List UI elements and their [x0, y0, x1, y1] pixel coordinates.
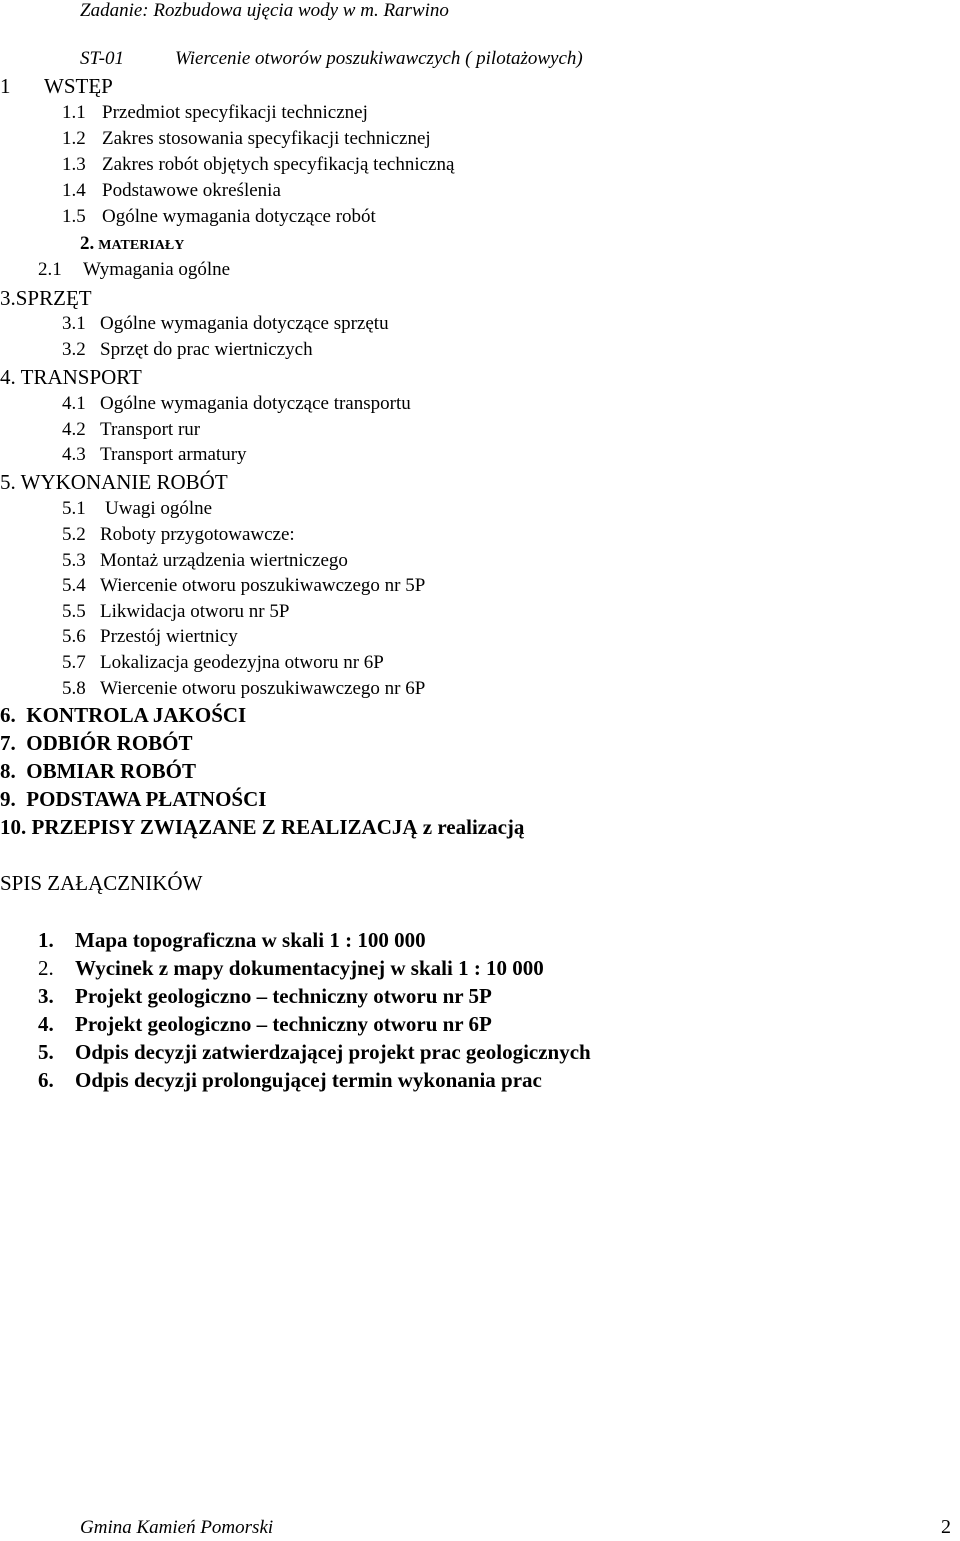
- toc-item-4-2: 4.2 Transport rur: [62, 419, 201, 440]
- section-2-heading: 2. MATERIAŁY: [80, 233, 185, 254]
- section-6-heading: 6. KONTROLA JAKOŚCI: [0, 703, 247, 727]
- section-4-heading: 4. TRANSPORT: [0, 365, 142, 389]
- section-1-number: 1: [0, 74, 11, 98]
- spec-title: Wiercenie otworów poszukiwawczych ( pilotażowych): [175, 48, 583, 69]
- section-1-title: WSTĘP: [44, 74, 113, 98]
- attachment-item-4: 4. Projekt geologiczno – techniczny otworu nr 6P: [38, 1012, 492, 1036]
- attachment-item-3: 3. Projekt geologiczno – techniczny otworu nr 5P: [38, 984, 492, 1008]
- toc-item-5-5: 5.5 Likwidacja otworu nr 5P: [62, 601, 290, 622]
- toc-item-1-4: 1.4 Podstawowe określenia: [62, 180, 281, 201]
- section-9-heading: 9. PODSTAWA PŁATNOŚCI: [0, 787, 267, 811]
- toc-item-1-3: 1.3 Zakres robót objętych specyfikacją techniczną: [62, 154, 455, 175]
- toc-item-5-6: 5.6 Przestój wiertnicy: [62, 626, 238, 647]
- section-5-heading: 5. WYKONANIE ROBÓT: [0, 470, 228, 494]
- toc-item-1-1: 1.1 Przedmiot specyfikacji technicznej: [62, 102, 368, 123]
- toc-item-4-1: 4.1 Ogólne wymagania dotyczące transportu: [62, 393, 411, 414]
- page-number: 2: [941, 1516, 951, 1538]
- section-3-heading: 3.SPRZĘT: [0, 286, 92, 310]
- attachment-item-5: 5. Odpis decyzji zatwierdzającej projekt prac geologicznych: [38, 1040, 591, 1064]
- toc-item-2-1: 2.1 Wymagania ogólne: [38, 259, 231, 280]
- task-title: Zadanie: Rozbudowa ujęcia wody w m. Rarwino: [80, 0, 449, 21]
- toc-item-5-1: 5.1 Uwagi ogólne: [62, 498, 213, 519]
- footer-municipality: Gmina Kamień Pomorski: [80, 1517, 274, 1538]
- spec-code: ST-01: [80, 48, 124, 69]
- toc-item-3-1: 3.1 Ogólne wymagania dotyczące sprzętu: [62, 313, 389, 334]
- toc-item-5-4: 5.4 Wiercenie otworu poszukiwawczego nr 5P: [62, 575, 426, 596]
- attachment-item-1: 1. Mapa topograficzna w skali 1 : 100 000: [38, 928, 426, 952]
- toc-item-1-5: 1.5 Ogólne wymagania dotyczące robót: [62, 206, 376, 227]
- attachment-item-2: 2. Wycinek z mapy dokumentacyjnej w skali 1 : 10 000: [38, 956, 544, 980]
- toc-item-3-2: 3.2 Sprzęt do prac wiertniczych: [62, 339, 313, 360]
- toc-item-5-3: 5.3 Montaż urządzenia wiertniczego: [62, 550, 348, 571]
- toc-item-5-2: 5.2 Roboty przygotowawcze:: [62, 524, 295, 545]
- toc-item-5-8: 5.8 Wiercenie otworu poszukiwawczego nr 6P: [62, 678, 426, 699]
- section-8-heading: 8. OBMIAR ROBÓT: [0, 759, 197, 783]
- attachments-heading: SPIS ZAŁĄCZNIKÓW: [0, 871, 203, 895]
- section-7-heading: 7. ODBIÓR ROBÓT: [0, 731, 193, 755]
- section-10-heading: 10. PRZEPISY ZWIĄZANE Z REALIZACJĄ z realizacją: [0, 815, 525, 839]
- toc-item-5-7: 5.7 Lokalizacja geodezyjna otworu nr 6P: [62, 652, 384, 673]
- toc-item-1-2: 1.2 Zakres stosowania specyfikacji technicznej: [62, 128, 431, 149]
- toc-item-4-3: 4.3 Transport armatury: [62, 444, 247, 465]
- attachment-item-6: 6. Odpis decyzji prolongującej termin wykonania prac: [38, 1068, 542, 1092]
